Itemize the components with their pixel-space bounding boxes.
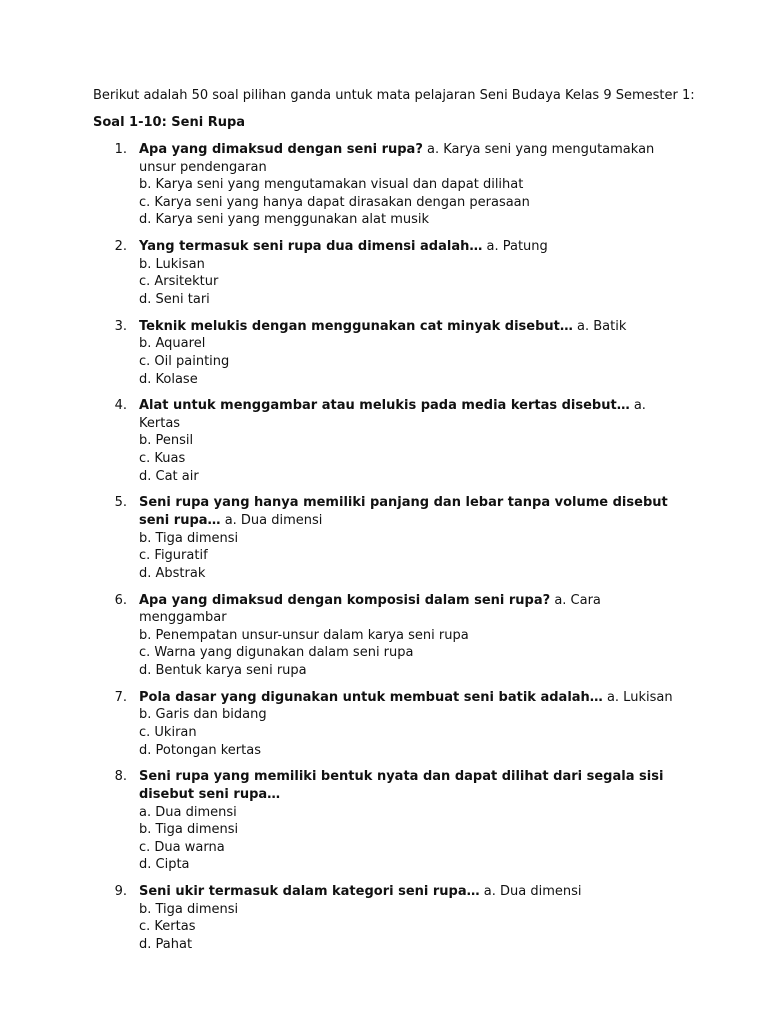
option-d: d. Seni tari xyxy=(139,291,210,307)
question-item xyxy=(0,689,768,759)
question-item xyxy=(0,397,768,485)
question-stem: Alat untuk menggambar atau melukis pada media kertas disebut… xyxy=(139,398,630,414)
question-stem: Apa yang dimaksud dengan seni rupa? xyxy=(139,142,423,157)
question-stem: Pola dasar yang digunakan untuk membuat seni batik adalah… xyxy=(139,689,603,705)
question-number: 4. xyxy=(114,398,127,414)
question-number: 5. xyxy=(114,495,127,511)
option-c: c. Ukiran xyxy=(139,724,197,740)
question-number: 8. xyxy=(114,769,127,785)
option-d: d. Bentuk karya seni rupa xyxy=(139,662,307,678)
question-text xyxy=(139,238,679,308)
option-b: b. Tiga dimensi xyxy=(139,530,239,546)
question-item xyxy=(0,238,768,308)
option-b: b. Penempatan unsur-unsur dalam karya seni rupa xyxy=(139,627,469,643)
option-b: b. Aquarel xyxy=(139,336,206,352)
question-stem: Seni rupa yang memiliki bentuk nyata dan dapat dilihat dari segala sisi disebut seni rupa… xyxy=(139,769,664,802)
option-a: a. Karya seni yang mengutamakan unsur pendengaran xyxy=(139,142,655,175)
question-stem: Teknik melukis dengan menggunakan cat minyak disebut… xyxy=(139,318,573,334)
question-number: 7. xyxy=(114,689,127,705)
question-list xyxy=(0,141,768,963)
question-number: 1. xyxy=(114,142,127,157)
option-b: b. Tiga dimensi xyxy=(139,822,239,838)
option-a: a. Dua dimensi xyxy=(224,513,323,529)
option-a: a. Kertas xyxy=(139,398,646,431)
question-text xyxy=(139,494,679,582)
question-number: 3. xyxy=(114,318,127,334)
question-item xyxy=(0,883,768,953)
section-heading: Soal 1-10: Seni Rupa xyxy=(93,115,246,130)
option-a: a. Cara menggambar xyxy=(139,592,601,626)
question-item xyxy=(0,141,768,229)
question-item xyxy=(0,494,768,582)
option-b: b. Lukisan xyxy=(139,256,205,272)
option-d: d. Cipta xyxy=(139,857,190,873)
question-text xyxy=(139,141,679,229)
question-item xyxy=(0,592,768,680)
question-text xyxy=(139,883,679,953)
option-c: c. Kertas xyxy=(139,919,196,935)
option-a: a. Lukisan xyxy=(606,689,673,705)
question-stem: Seni ukir termasuk dalam kategori seni rupa… xyxy=(139,884,480,900)
question-text xyxy=(139,592,679,680)
option-b: b. Garis dan bidang xyxy=(139,707,267,723)
question-number: 9. xyxy=(114,884,127,900)
question-stem: Yang termasuk seni rupa dua dimensi adalah… xyxy=(139,239,483,255)
option-c: c. Warna yang digunakan dalam seni rupa xyxy=(139,645,414,661)
option-a: a. Dua dimensi xyxy=(483,884,582,900)
option-a: a. Patung xyxy=(486,239,548,255)
option-c: c. Oil painting xyxy=(139,353,230,369)
option-c: c. Karya seni yang hanya dapat dirasakan dengan perasaan xyxy=(139,194,530,210)
option-a: a. Batik xyxy=(577,318,627,334)
question-text xyxy=(139,768,679,874)
question-text xyxy=(139,397,679,485)
question-stem: Seni rupa yang hanya memiliki panjang dan lebar tanpa volume disebut seni rupa… xyxy=(139,495,668,529)
option-b: b. Tiga dimensi xyxy=(139,901,239,917)
option-d: d. Pahat xyxy=(139,936,193,952)
question-number: 2. xyxy=(114,239,127,255)
option-a: a. Dua dimensi xyxy=(139,804,237,820)
option-d: d. Abstrak xyxy=(139,565,206,581)
question-item xyxy=(0,318,768,388)
option-d: d. Kolase xyxy=(139,371,198,387)
question-number: 6. xyxy=(114,592,127,608)
option-c: c. Dua warna xyxy=(139,839,225,855)
option-d: d. Cat air xyxy=(139,468,199,484)
question-text xyxy=(139,689,679,759)
option-c: c. Figuratif xyxy=(139,548,208,564)
option-c: c. Kuas xyxy=(139,451,186,467)
intro-paragraph: Berikut adalah 50 soal pilihan ganda untuk mata pelajaran Seni Budaya Kelas 9 Semester 1: xyxy=(93,88,695,103)
option-c: c. Arsitektur xyxy=(139,274,219,290)
option-d: d. Potongan kertas xyxy=(139,742,261,758)
option-b: b. Karya seni yang mengutamakan visual dan dapat dilihat xyxy=(139,177,524,193)
question-text xyxy=(139,318,679,388)
question-item xyxy=(0,768,768,874)
option-d: d. Karya seni yang menggunakan alat musik xyxy=(139,212,430,228)
option-b: b. Pensil xyxy=(139,433,194,449)
question-stem: Apa yang dimaksud dengan komposisi dalam seni rupa? xyxy=(139,592,551,608)
